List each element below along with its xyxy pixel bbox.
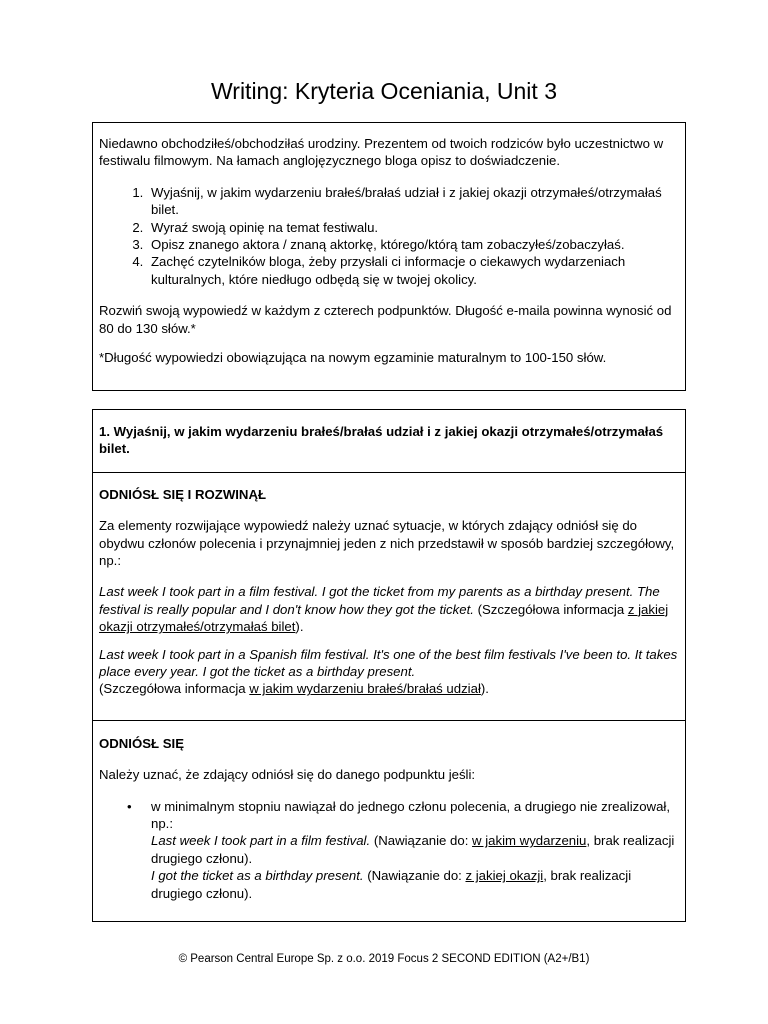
example-underlined: w jakim wydarzeniu bbox=[472, 833, 587, 849]
task-box bbox=[92, 122, 686, 391]
criteria-full-label: ODNIÓSŁ SIĘ I ROZWINĄŁ bbox=[99, 486, 267, 502]
example-text: Last week I took part in a film festival. bbox=[151, 833, 371, 849]
criteria-full-lead: Za elementy rozwijające wypowiedź należy uznać sytuacje, w których zdający odniósł się do obydwu członów polecenia i przynajmniej jeden z nich przedstawił w sposób bardziej szczegółowy, np.: bbox=[99, 518, 675, 569]
example-note-end: ). bbox=[295, 619, 304, 635]
task-requirement: Rozwiń swoją wypowiedź w każdym z czterech podpunktów. Długość e-maila powinna wynosić od 80 do 130 słów.* bbox=[99, 303, 672, 336]
task-point: 1. Wyjaśnij, w jakim wydarzeniu brałeś/brałaś udział i z jakiej okazji otrzymałeś/otrzymałaś bilet. bbox=[147, 184, 679, 219]
criteria-partial-label: ODNIÓSŁ SIĘ bbox=[99, 735, 184, 751]
criteria-full-example-2 bbox=[99, 646, 679, 698]
example-underlined: z jakiej okazji otrzymałeś/otrzymałaś bilet bbox=[99, 601, 669, 635]
example-underlined: z jakiej okazji bbox=[465, 868, 544, 884]
page-title: Writing: Kryteria Oceniania, Unit 3 bbox=[211, 78, 557, 104]
example-note: (Szczegółowa informacja bbox=[473, 601, 628, 617]
example-underlined: w jakim wydarzeniu brałeś/brałaś udział bbox=[249, 681, 481, 697]
example-note: (Szczegółowa informacja bbox=[99, 681, 250, 697]
example-note: (Nawiązanie do: bbox=[370, 833, 473, 849]
criteria-partial-list bbox=[99, 798, 679, 902]
criteria-box bbox=[92, 409, 686, 922]
criteria-heading-section bbox=[93, 410, 685, 473]
task-intro: Niedawno obchodziłeś/obchodziłaś urodziny. Prezentem od twoich rodziców było uczestnictwo w festiwalu filmowym. Na łamach anglojęzycznego bloga opisz to doświadczenie. bbox=[99, 136, 664, 169]
criteria-partial-lead: Należy uznać, że zdający odniósł się do danego podpunktu jeśli: bbox=[99, 767, 476, 783]
example-note: (Nawiązanie do: bbox=[363, 868, 466, 884]
criteria-partial-section bbox=[93, 721, 685, 912]
example-text: Last week I took part in a film festival. I got the ticket from my parents as a birthday present. The festival is really popular and I don't know how they got the ticket. bbox=[99, 584, 660, 617]
criteria-full-section bbox=[93, 473, 685, 721]
bullet-text: w minimalnym stopniu nawiązał do jednego członu polecenia, a drugiego nie zrealizował, np.: bbox=[151, 798, 671, 832]
example-text: Last week I took part in a Spanish film festival. It's one of the best film festivals I've been to. It takes place every year. I got the ticket as a birthday present. bbox=[99, 646, 678, 680]
example-note-end: , brak realizacji drugiego członu). bbox=[151, 833, 675, 866]
example-note-end: ). bbox=[480, 681, 489, 697]
task-footnote: *Długość wypowiedzi obowiązująca na nowym egzaminie maturalnym to 100-150 słów. bbox=[99, 350, 607, 366]
task-point: 4. Zachęć czytelników bloga, żeby przysłali ci informacje o ciekawych wydarzeniach kulturalnych, które niedługo odbędą się w twojej okolicy. bbox=[147, 253, 679, 288]
task-point: 3. Opisz znanego aktora / znaną aktorkę, którego/którą tam zobaczyłeś/zobaczyłaś. bbox=[147, 236, 679, 253]
task-point: 2. Wyraź swoją opinię na temat festiwalu. bbox=[147, 219, 679, 236]
criteria-full-example-1 bbox=[99, 583, 679, 635]
list-item bbox=[151, 798, 679, 902]
example-text: I got the ticket as a birthday present. bbox=[151, 868, 364, 884]
footer-copyright: © Pearson Central Europe Sp. z o.o. 2019 Focus 2 SECOND EDITION (A2+/B1) bbox=[178, 953, 590, 965]
criteria-heading: 1. Wyjaśnij, w jakim wydarzeniu brałeś/brałaś udział i z jakiej okazji otrzymałeś/otrzymałaś bilet. bbox=[99, 424, 664, 457]
example-note-end: , brak realizacji drugiego członu). bbox=[151, 868, 632, 901]
task-points-list bbox=[99, 184, 679, 288]
